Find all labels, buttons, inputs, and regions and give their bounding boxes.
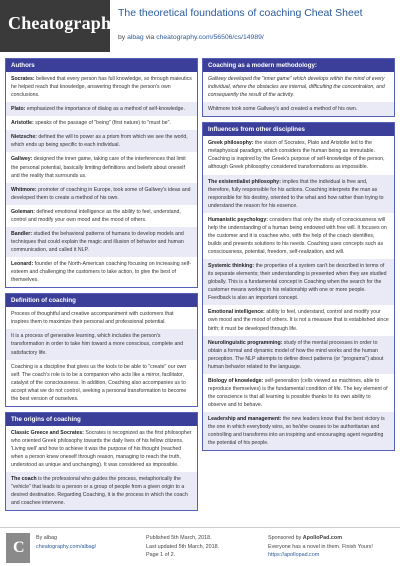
- footer-dates: [146, 534, 219, 560]
- section-heading: Definition of coaching: [6, 294, 197, 307]
- item-text: the properties of a system can't be described in terms of its separate elements; their understanding is presented when they are studied globally. This is a fundamental concept in Coaching when the search for the customer means working in his relationship with one or more people. Feedback is also an important concept.: [208, 263, 387, 302]
- item-text: ability to feel, understand, control and modify your own mood and the mood of others. It is not a measure that is established since birth; it must be developed through life.: [208, 309, 389, 332]
- section-heading: Influences from other disciplines: [203, 123, 394, 136]
- sponsor-link[interactable]: https://apollopad.com: [268, 552, 320, 559]
- item-term: Leadership and management:: [208, 416, 282, 423]
- item-text: the new leaders know that the best victory is the one in which everybody wins, so he/she ceases to be authoritarian and controlling and transforms into an inspiring and encouraging agent regarding the potential of his people.: [208, 416, 385, 447]
- right-column: [202, 58, 395, 456]
- item-text: self-generation (cells viewed as machines, able to reproduce themselves) is the fundamental condition of life. The key element of the conscience is that all learning is possible thanks to its own ability to observe and to behave.: [208, 377, 388, 408]
- item-term: Biology of knowledge:: [208, 377, 264, 384]
- sponsor-tagline: Everyone has a novel in them. Finish Yours!: [268, 543, 373, 550]
- author-item: [6, 227, 197, 257]
- author-item: [6, 116, 197, 130]
- item-term: Plato:: [11, 106, 26, 113]
- sponsor-prefix: Sponsored by: [268, 535, 302, 541]
- influence-item: [203, 213, 394, 259]
- influence-item: [203, 136, 394, 174]
- section-influences: [202, 122, 395, 451]
- author-item: [6, 257, 197, 287]
- item-text: is the professional who guides the process, metaphorically the "vehicle" that leads to a person or a group of people from a given origin to a desired destination. Regarding Coaching, it is the process in which the coach and coachee intervene.: [11, 476, 188, 507]
- logo-text: Cheatography: [8, 13, 121, 33]
- section-authors: [5, 58, 198, 288]
- influence-item: [203, 259, 394, 305]
- footer-author: [36, 534, 96, 551]
- sponsor-line: [268, 534, 373, 543]
- item-term: Neurolinguistic programming:: [208, 339, 283, 346]
- section-origins: [5, 412, 198, 512]
- page-number: Page 1 of 2.: [146, 552, 176, 559]
- footer: [0, 527, 400, 566]
- author-link[interactable]: albag: [127, 34, 144, 41]
- item-term: Socrates:: [11, 76, 35, 82]
- item-term: Emotional intelligence:: [208, 309, 265, 316]
- origin-item: [6, 472, 197, 510]
- updated-date: Last updated 5th March, 2018.: [146, 543, 220, 550]
- item-term: The coach: [11, 476, 37, 483]
- item-text: studied the behavioral patterns of humans to develop models and techniques that could explain the magic and illusion of behavior and human communication, and called it NLP.: [11, 230, 184, 253]
- author-item: [6, 183, 197, 205]
- item-text: study of the mental processes in order to obtain a formal and dynamic model of how the mind works and the human perception. The NLP attempts to define direct patterns (or "programs") about human behavior related to the language.: [208, 339, 384, 370]
- footer-author-link[interactable]: cheatography.com/albag/: [36, 543, 97, 550]
- byline: [118, 34, 264, 41]
- byline-via: via: [145, 34, 155, 41]
- definition-paragraph: Coaching is a discipline that gives us the tools to be able to "create" our own self. The coach's role is to be a companion who acts like a mirror, facilitator, catalyst of the consciousness. In addition, Coaching also accompanies us to accept what we do not control, seeking a personal transformation to become the best version of ourselves.: [11, 363, 187, 402]
- item-term: Whitmore:: [11, 186, 37, 193]
- item-term: Classic Greece and Socrates:: [11, 429, 84, 436]
- item-text: the vision of Socrates, Plato and Aristotle led to the metaphysical paradigm, which considers the human being as immutable. Coaching is inspired by the Greek's purpose of self-knowledge of the person, although Greek philosophy considered transformations as impossible.: [208, 140, 385, 171]
- modern-paragraph-text: Gallwey developed the "inner game" which develops within the mind of every individual, where the obstacles are internal, difficulting the concentration, and consequently the result of the activity.: [208, 76, 385, 99]
- section-heading: The origins of coaching: [6, 413, 197, 426]
- item-text: defined the will to power as a prism from which we see the world, which ends up being specific to each individual.: [11, 134, 188, 149]
- influence-item: [203, 175, 394, 213]
- item-term: Humanistic psychology:: [208, 216, 268, 223]
- item-term: Greek philosophy:: [208, 140, 254, 147]
- item-term: Goleman:: [11, 208, 35, 215]
- footer-sponsor: [268, 534, 373, 560]
- sponsor-name[interactable]: ApolloPad.com: [302, 535, 343, 541]
- published-date: Published 5th March, 2018.: [146, 535, 212, 541]
- section-modern-methodology: [202, 58, 395, 117]
- sheet-url-link[interactable]: cheatography.com/56506/cs/14989/: [156, 34, 264, 41]
- item-text: Socrates is recognized as the first philosopher who oriented Greek philosophy towards the daily lives of his fellow citizens. 'Living well' and how to achieve it was the purpose of his thought (reached when a person knew oneself through reason, managing to reach the truth, understood as unique and unchanging). It was considered as impossible.: [11, 429, 192, 469]
- section-heading: Coaching as a modern methodology:: [203, 59, 394, 72]
- avatar-letter: C: [13, 539, 25, 556]
- item-text: promoter of coaching in Europe, took some of Gallwey's ideas and developed them to create a method of his own.: [11, 186, 191, 201]
- item-term: Nietzsche:: [11, 134, 37, 141]
- logo[interactable]: [0, 0, 121, 52]
- influence-item: [203, 336, 394, 374]
- item-text: defined emotional intelligence as the ability to feel, understand, control and modify your own mood and the mood of others.: [11, 208, 181, 223]
- item-text: founder of the North-American coaching focusing on increasing self-esteem and challenging the customers to take action, to give the best of themselves.: [11, 261, 191, 284]
- header: [0, 0, 400, 52]
- modern-paragraph: Whitmore took some Gallwey's and created a method of his own.: [203, 102, 394, 116]
- influence-item: [203, 412, 394, 450]
- author-item: [6, 102, 197, 116]
- byline-by: by: [118, 34, 126, 41]
- influence-item: [203, 374, 394, 412]
- origin-item: [6, 426, 197, 472]
- item-term: Gallwey:: [11, 156, 33, 163]
- footer-by-author: By albag: [36, 535, 57, 541]
- author-item: [6, 130, 197, 152]
- page-title: The theoretical foundations of coaching Cheat Sheet: [118, 7, 363, 19]
- item-term: Aristotle:: [11, 120, 34, 127]
- item-term: The existentialist philosophy:: [208, 178, 281, 185]
- item-text: believed that every person has full knowledge, so through maieutics he helped reach that knowledge, answering through the person's own conclusions.: [11, 76, 192, 99]
- item-text: speaks of the passage of "being" (first nature) to "must be".: [33, 120, 171, 127]
- item-term: Bandler:: [11, 230, 33, 237]
- section-definition: [5, 293, 198, 407]
- item-term: Leonard:: [11, 261, 34, 268]
- item-text: emphasized the importance of dialog as a method of self-knowledge.: [25, 106, 185, 113]
- author-item: [6, 152, 197, 182]
- item-text: implies that the individual is free and, therefore, fully responsible for his actions. Coaching interprets the man as responsible for his destiny, oriented to the what and how rather than trying to understand the reason for his essence.: [208, 178, 384, 209]
- section-heading: Authors: [6, 59, 197, 72]
- definition-paragraph: It is a process of generative learning, which includes the person's transformation in order to take him toward a more conscious, complete and satisfactory life.: [6, 329, 197, 359]
- left-column: [5, 58, 198, 516]
- modern-paragraph: [203, 72, 394, 102]
- item-text: considers that only the study of consciousness will help the understanding of a human being endowed with free will. It focuses on the customer and it is coachee who, with the help of the coach identifies, builds and presents solutions to his needs. Coaching uses concepts such as consciousness, potential, freedom, self-realization, and will.: [208, 216, 387, 255]
- author-item: [6, 72, 197, 102]
- item-term: Systemic thinking:: [208, 263, 255, 270]
- definition-paragraph: Process of thoughtful and creative accompaniment with customers that inspires them to maximize their personal and professional potential.: [11, 311, 174, 326]
- influence-item: [203, 305, 394, 335]
- avatar[interactable]: [6, 533, 30, 563]
- author-item: [6, 205, 197, 227]
- item-text: designed the inner game, taking care of the interferences that limit the personal potential, basically limiting definitions and beliefs about oneself and the reality that surrounds us.: [11, 156, 186, 179]
